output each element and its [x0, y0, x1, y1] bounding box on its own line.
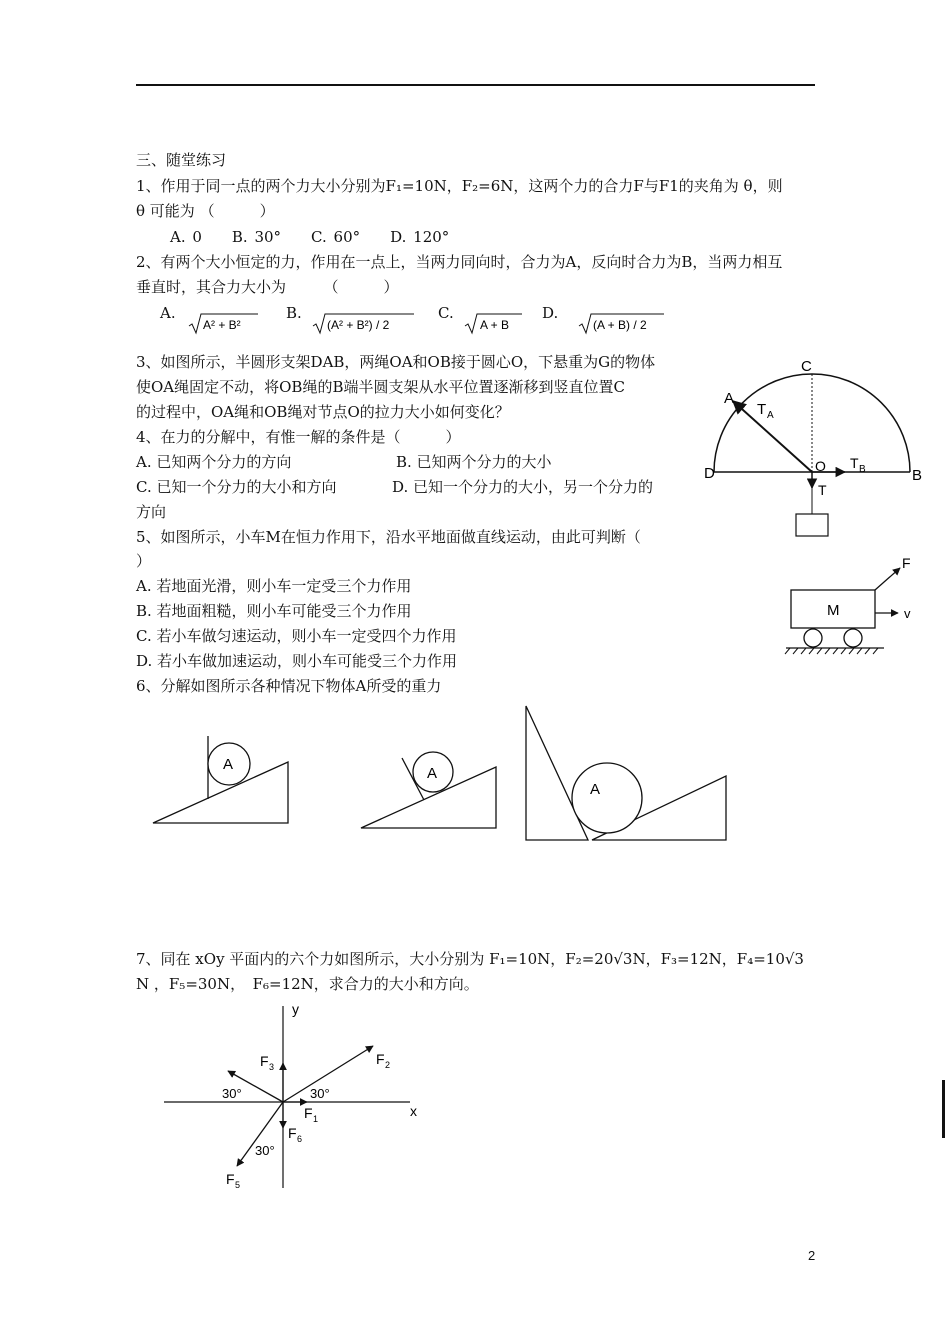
ground-hatch [785, 648, 878, 654]
q5-line1: 5、如图所示，小车M在恒力作用下，沿水平地面做直线运动，由此可判断（ [136, 528, 641, 546]
q5-option-a: A. 若地面光滑，则小车一定受三个力作用 [136, 577, 412, 595]
label-a-2: A [427, 765, 438, 782]
page-number: 2 [808, 1248, 816, 1263]
label-f1-sub: 1 [313, 1114, 319, 1124]
q2-option-c: C. [438, 304, 454, 322]
hanging-weight [796, 514, 828, 536]
q1-options: A. 0 B. 30° C. 60° D. 120° [170, 228, 450, 246]
q2-line2: 垂直时，其合力大小为 （ ） [136, 278, 399, 296]
q2-expr-a: A² + B² [203, 318, 241, 332]
label-f1: F [304, 1105, 313, 1121]
q2-option-d: D. [542, 304, 559, 322]
label-tb-sub: B [859, 464, 866, 475]
label-v: v [904, 606, 911, 621]
q2-sqrt-c [464, 312, 524, 340]
q4-option-b: B. 已知两个分力的大小 [396, 453, 552, 471]
label-f5-sub: 5 [235, 1180, 241, 1190]
label-angle-bottom: 30° [255, 1143, 275, 1158]
label-y: y [292, 1001, 299, 1017]
label-d: D [704, 465, 715, 482]
label-a: A [724, 390, 735, 407]
label-f2-sub: 2 [385, 1060, 391, 1070]
q4-option-c: C. 已知一个分力的大小和方向 [136, 478, 337, 496]
sphere-wall-figure [150, 734, 292, 826]
sqrt-sign-icon [188, 312, 260, 336]
q2-expr-d: (A + B) / 2 [593, 318, 647, 332]
label-angle-right: 30° [310, 1086, 330, 1101]
label-tb: T [850, 455, 859, 471]
q5-line2: ） [136, 552, 152, 570]
label-f5: F [226, 1171, 235, 1187]
label-f3-sub: 3 [269, 1062, 275, 1072]
q2-expr-b: (A² + B²) / 2 [327, 318, 390, 332]
q4-option-a: A. 已知两个分力的方向 [136, 453, 292, 471]
q1-line2: θ 可能为 （ ） [136, 202, 275, 220]
left-wedge [526, 706, 588, 840]
semicircle-figure [700, 352, 932, 547]
cart-wheel-left [804, 629, 822, 647]
header-rule [136, 84, 815, 86]
label-b: B [912, 467, 923, 484]
q7-line1: 7、同在 xOy 平面内的六个力如图所示，大小分别为 F₁=10N，F₂=20√3N，F₃=12N，F₄=10√3 [136, 950, 804, 968]
force-f-arrow [875, 568, 900, 590]
q6-line1: 6、分解如图所示各种情况下物体A所受的重力 [136, 677, 442, 695]
q3-line3: 的过程中，OA绳和OB绳对节点O的拉力大小如何变化？ [136, 403, 510, 421]
label-c: C [801, 358, 812, 375]
q2-option-b: B. [286, 304, 302, 322]
q2-sqrt-b [312, 312, 416, 340]
label-a-1: A [223, 756, 234, 773]
label-a-3: A [590, 781, 601, 798]
label-f6-sub: 6 [297, 1134, 303, 1144]
margin-bar [942, 1080, 945, 1138]
sqrt-sign-icon [578, 312, 668, 336]
sphere-a-3 [572, 763, 642, 833]
label-o: O [815, 458, 826, 474]
section-title: 三、随堂练习 [136, 151, 227, 169]
q1-line1: 1、作用于同一点的两个力大小分别为F₁=10N，F₂=6N，这两个力的合力F与F1的夹角为 θ，则 [136, 177, 783, 195]
q2-line1: 2、有两个大小恒定的力，作用在一点上，当两力同向时，合力为A，反向时合力为B，当两力相互 [136, 253, 783, 271]
sqrt-sign-icon [464, 312, 524, 336]
q3-line2: 使OA绳固定不动，将OB绳的B端半圆支架从水平位置逐渐移到竖直位置C [136, 378, 625, 396]
label-f2: F [376, 1051, 385, 1067]
label-m: M [827, 602, 840, 619]
q7-line2: N ，F₅=30N， F₆=12N，求合力的大小和方向。 [136, 975, 479, 993]
sphere-board-figure [358, 742, 500, 832]
q2-option-a: A. [160, 304, 176, 322]
label-t: T [818, 482, 827, 498]
label-ta: T [757, 401, 767, 418]
label-angle-left: 30° [222, 1086, 242, 1101]
q5-option-b: B. 若地面粗糙，则小车可能受三个力作用 [136, 602, 412, 620]
sphere-wedges-figure [522, 702, 732, 844]
label-f3: F [260, 1053, 269, 1069]
cart-figure [780, 556, 930, 660]
q4-line1: 4、在力的分解中，有惟一解的条件是（ ） [136, 428, 461, 446]
q5-option-c: C. 若小车做匀速运动，则小车一定受四个力作用 [136, 627, 457, 645]
q2-sqrt-a [188, 312, 260, 340]
sqrt-sign-icon [312, 312, 416, 336]
label-ta-sub: A [767, 410, 774, 421]
q3-line1: 3、如图所示，半圆形支架DAB，两绳OA和OB接于圆心O，下悬重为G的物体 [136, 353, 656, 371]
label-x: x [410, 1103, 417, 1119]
q4-option-d: D. 已知一个分力的大小，另一个分力的 [392, 478, 654, 496]
q2-expr-c: A + B [480, 318, 510, 332]
cart-wheel-right [844, 629, 862, 647]
label-f6: F [288, 1125, 297, 1141]
force-diagram [160, 1000, 430, 1192]
q4-option-d-cont: 方向 [136, 503, 167, 521]
q5-option-d: D. 若小车做加速运动，则小车可能受三个力作用 [136, 652, 458, 670]
q2-sqrt-d [578, 312, 668, 340]
label-f: F [902, 556, 911, 571]
